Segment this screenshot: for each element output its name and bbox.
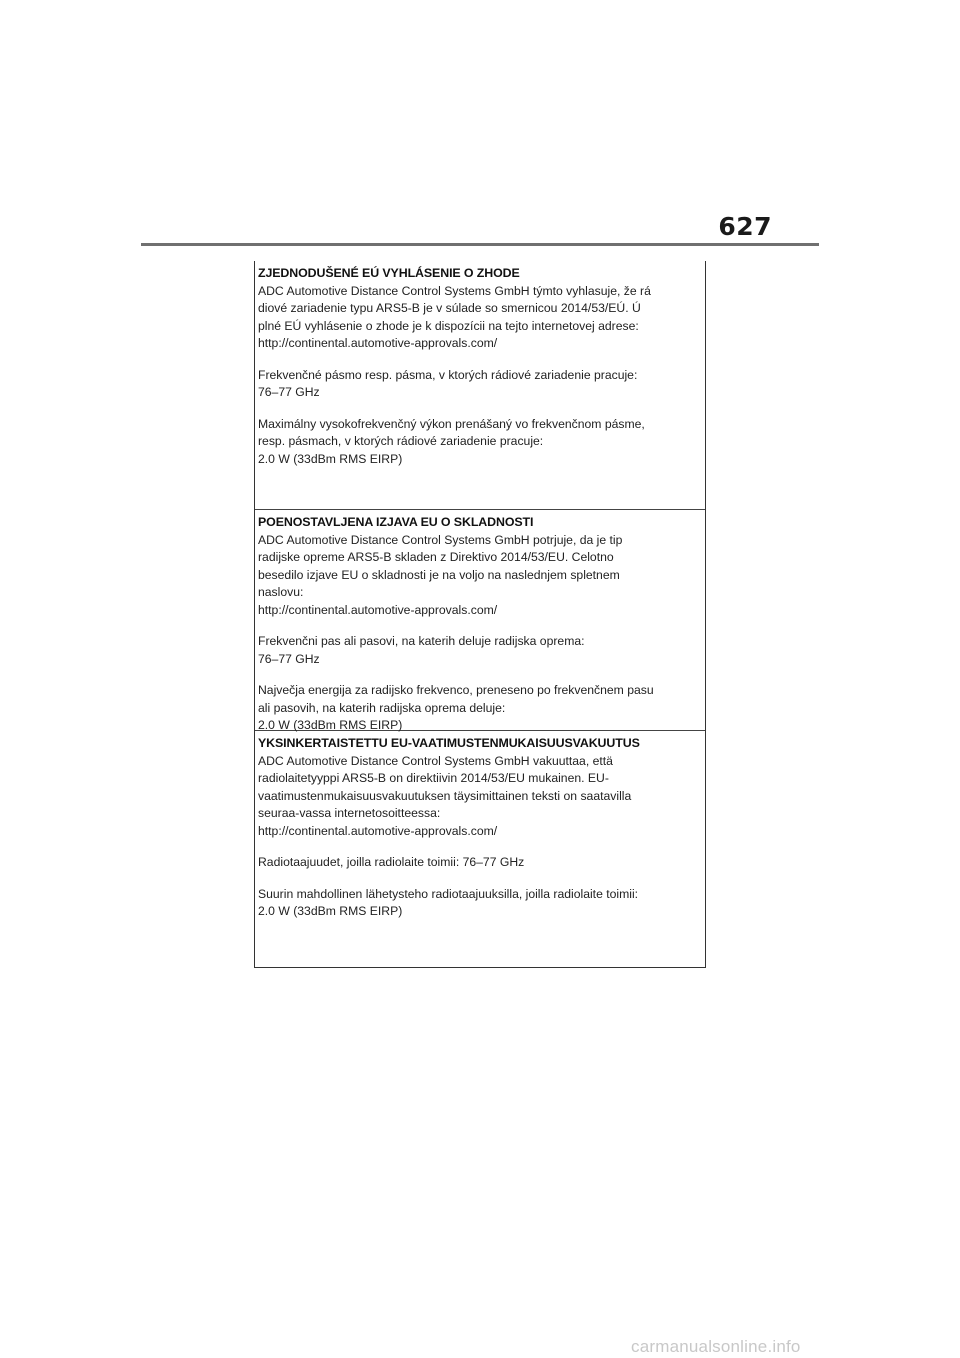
section-finnish [255, 731, 705, 968]
paragraph [258, 886, 703, 921]
section-slovenian [255, 510, 705, 731]
paragraph-gap [258, 840, 703, 854]
section-slovak [255, 261, 705, 510]
text-line: plné EÚ vyhlásenie o zhode je k dispozícii na tejto internetovej adrese: [258, 318, 639, 333]
text-line: diové zariadenie typu ARS5-B je v súlade so smernicou 2014/53/EÚ. Ú [258, 301, 641, 315]
text-line: Frekvenčné pásmo resp. pásma, v ktorých rádiové zariadenie pracuje: [258, 367, 638, 382]
text-line: radijske opreme ARS5-B skladen z Direktivo 2014/53/EU. Celotno [258, 550, 614, 564]
paragraph [258, 416, 703, 469]
paragraph [258, 633, 703, 668]
text-line: 76–77 GHz [258, 651, 320, 666]
text-line: 2.0 W (33dBm RMS EIRP) [258, 904, 403, 918]
paragraph [258, 283, 703, 353]
text-line: ADC Automotive Distance Control Systems GmbH potrjuje, da je tip [258, 532, 623, 547]
watermark-text: carmanualsonline.info [631, 1337, 801, 1356]
text-line: naslovu: [258, 585, 304, 599]
text-line: Največja energija za radijsko frekvenco, preneseno po frekvenčnem pasu [258, 683, 654, 697]
section-title: POENOSTAVLJENA IZJAVA EU O SKLADNOSTI [258, 515, 534, 529]
url-text: http://continental.automotive-approvals.com/ [258, 336, 498, 350]
text-line: seuraa-vassa internetosoitteessa: [258, 806, 441, 820]
paragraph-gap [258, 353, 703, 367]
text-line: Radiotaajuudet, joilla radiolaite toimii: 76–77 GHz [258, 855, 525, 869]
text-line: 76–77 GHz [258, 385, 320, 399]
paragraph-gap [258, 402, 703, 416]
text-line: Maximálny vysokofrekvenčný výkon prenášaný vo frekvenčnom pásme, [258, 416, 645, 431]
page-number: 627 [718, 212, 772, 241]
paragraph [258, 532, 703, 620]
text-line: resp. pásmach, v ktorých rádiové zariadenie pracuje: [258, 434, 544, 448]
text-line: ADC Automotive Distance Control Systems GmbH vakuuttaa, että [258, 753, 613, 768]
paragraph [258, 753, 703, 841]
text-line: ali pasovih, na katerih radijska oprema deluje: [258, 700, 506, 715]
text-line: 2.0 W (33dBm RMS EIRP) [258, 718, 403, 732]
text-line: Suurin mahdollinen lähetysteho radiotaajuuksilla, joilla radiolaite toimii: [258, 886, 639, 901]
paragraph [258, 854, 703, 872]
url-text: http://continental.automotive-approvals.com/ [258, 823, 498, 838]
text-line: besedilo izjave EU o skladnosti je na voljo na naslednjem spletnem [258, 567, 620, 582]
section-title: ZJEDNODUŠENÉ EÚ VYHLÁSENIE O ZHODE [258, 266, 520, 280]
text-line: radiolaitetyyppi ARS5-B on direktiivin 2014/53/EU mukainen. EU- [258, 771, 609, 785]
url-text: http://continental.automotive-approvals.com/ [258, 602, 498, 617]
section-title: YKSINKERTAISTETTU EU-VAATIMUSTENMUKAISUUSVAKUUTUS [258, 736, 640, 750]
paragraph-gap [258, 872, 703, 886]
paragraph-gap [258, 668, 703, 682]
text-line: Frekvenčni pas ali pasovi, na katerih deluje radijska oprema: [258, 634, 585, 648]
text-line: vaatimustenmukaisuusvakuutuksen täysimittainen teksti on saatavilla [258, 788, 632, 803]
paragraph-gap [258, 619, 703, 633]
paragraph [258, 682, 703, 735]
declaration-box [254, 261, 706, 968]
text-line: 2.0 W (33dBm RMS EIRP) [258, 451, 403, 466]
text-line: ADC Automotive Distance Control Systems GmbH týmto vyhlasuje, že rá [258, 283, 651, 298]
header-rule [141, 243, 819, 246]
paragraph [258, 367, 703, 402]
